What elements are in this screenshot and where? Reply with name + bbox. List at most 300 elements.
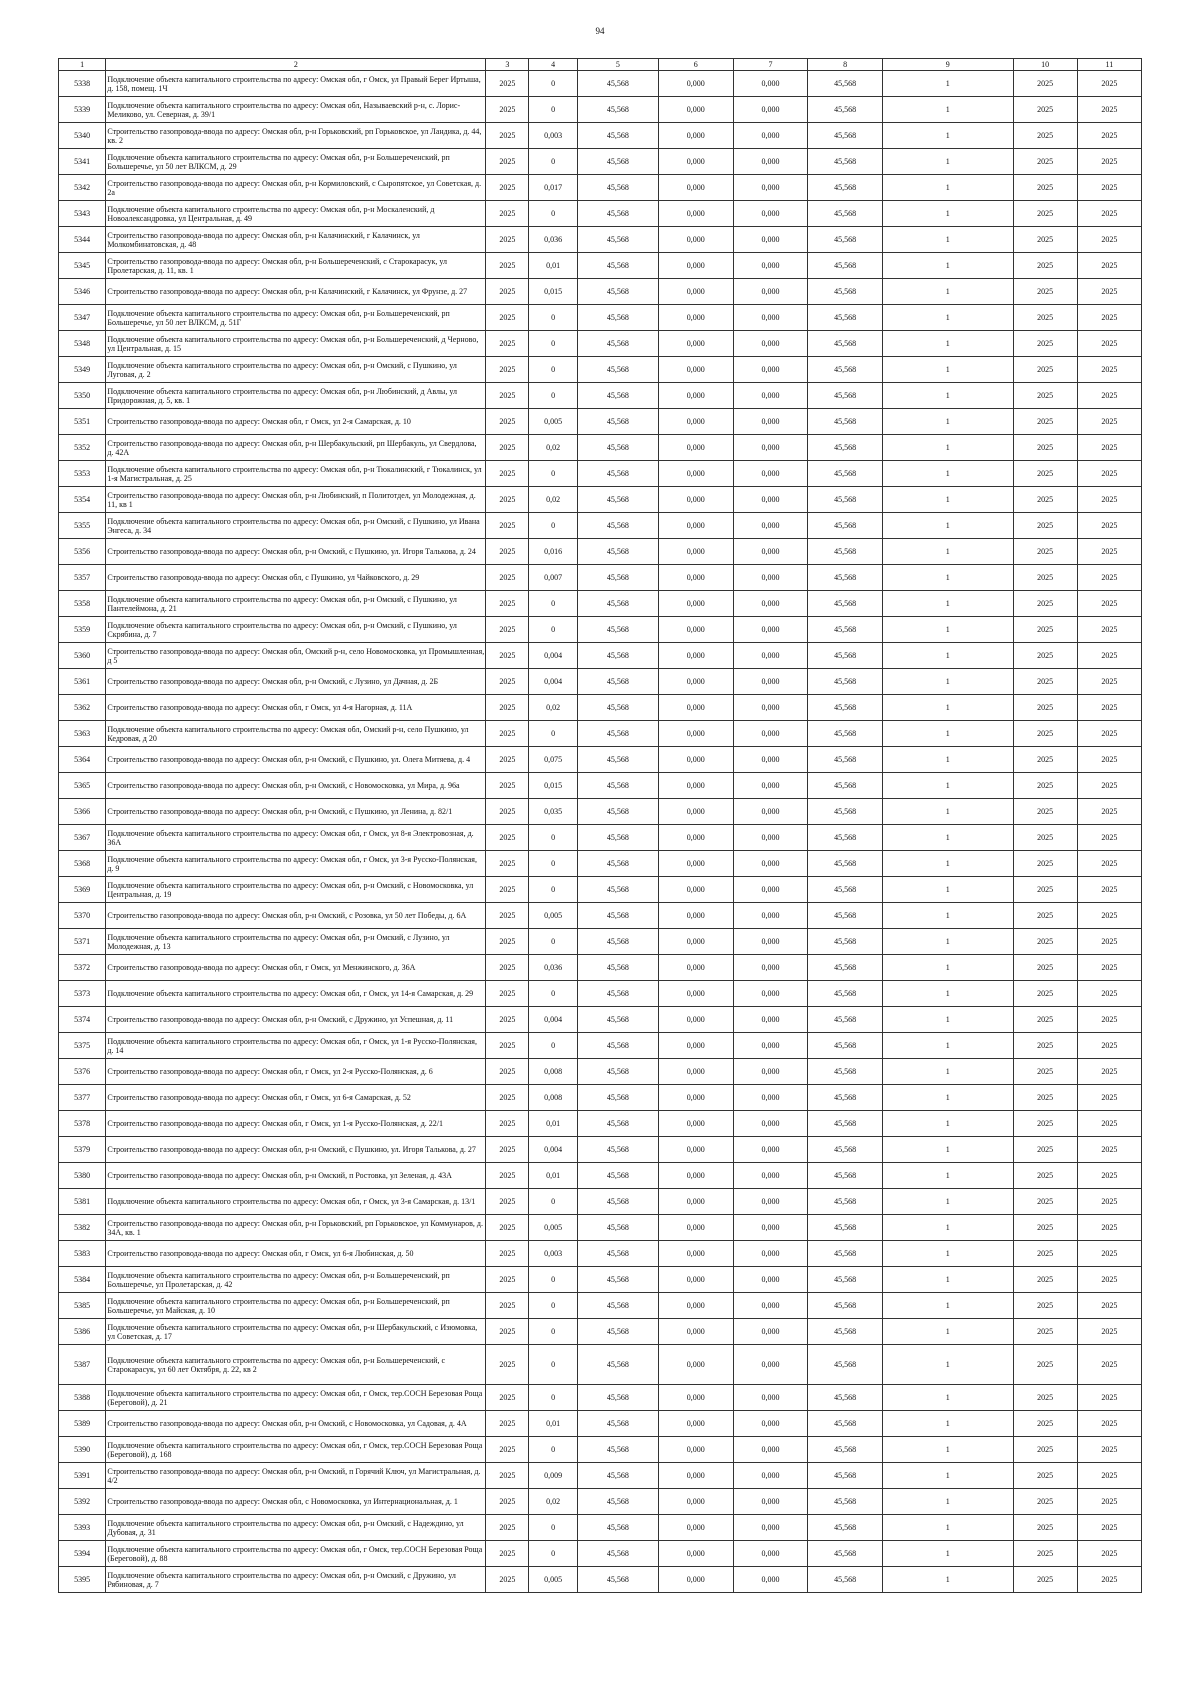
value-cell: 45,568	[577, 513, 658, 539]
year-cell: 2025	[486, 331, 529, 357]
table-row	[59, 175, 1142, 201]
length-cell: 0	[529, 1293, 577, 1319]
total-cell: 45,568	[808, 253, 883, 279]
row-number-cell: 5386	[59, 1319, 106, 1345]
total-cell: 45,568	[808, 643, 883, 669]
value-cell: 0,000	[658, 1241, 733, 1267]
count-cell: 1	[883, 435, 1014, 461]
value-cell: 45,568	[577, 1241, 658, 1267]
end-year-cell: 2025	[1077, 1267, 1141, 1293]
object-description-cell: Строительство газопровода-ввода по адресу: Омская обл, р-н Шербакульский, рп Шербакуль, ул Свердлова, д. 42А	[106, 435, 486, 461]
table-row	[59, 1111, 1142, 1137]
start-year-cell: 2025	[1013, 383, 1077, 409]
year-cell: 2025	[486, 175, 529, 201]
year-cell: 2025	[486, 1189, 529, 1215]
total-cell: 45,568	[808, 1163, 883, 1189]
row-number-cell: 5374	[59, 1007, 106, 1033]
total-cell: 45,568	[808, 1059, 883, 1085]
count-cell: 1	[883, 1163, 1014, 1189]
length-cell: 0,005	[529, 409, 577, 435]
object-description-cell: Подключение объекта капитального строительства по адресу: Омская обл, р-н Омский, с Пушкино, ул Ивана Энгеса, д. 34	[106, 513, 486, 539]
length-cell: 0,036	[529, 227, 577, 253]
length-cell: 0	[529, 1541, 577, 1567]
value-cell: 0,000	[658, 461, 733, 487]
total-cell: 45,568	[808, 331, 883, 357]
count-cell: 1	[883, 201, 1014, 227]
value-cell: 0,000	[658, 71, 733, 97]
end-year-cell: 2025	[1077, 565, 1141, 591]
count-cell: 1	[883, 227, 1014, 253]
start-year-cell: 2025	[1013, 877, 1077, 903]
row-number-cell: 5342	[59, 175, 106, 201]
value-cell: 45,568	[577, 799, 658, 825]
year-cell: 2025	[486, 487, 529, 513]
total-cell: 45,568	[808, 1293, 883, 1319]
value-cell: 0,000	[658, 1345, 733, 1385]
year-cell: 2025	[486, 1515, 529, 1541]
value-cell: 45,568	[577, 591, 658, 617]
table-row	[59, 1163, 1142, 1189]
start-year-cell: 2025	[1013, 565, 1077, 591]
column-header: 6	[658, 59, 733, 71]
end-year-cell: 2025	[1077, 1007, 1141, 1033]
end-year-cell: 2025	[1077, 1411, 1141, 1437]
end-year-cell: 2025	[1077, 1515, 1141, 1541]
row-number-cell: 5362	[59, 695, 106, 721]
total-cell: 45,568	[808, 1385, 883, 1411]
row-number-cell: 5359	[59, 617, 106, 643]
value-cell: 0,000	[658, 1059, 733, 1085]
length-cell: 0	[529, 71, 577, 97]
count-cell: 1	[883, 773, 1014, 799]
count-cell: 1	[883, 1267, 1014, 1293]
start-year-cell: 2025	[1013, 1007, 1077, 1033]
end-year-cell: 2025	[1077, 929, 1141, 955]
value-cell: 45,568	[577, 409, 658, 435]
row-number-cell: 5351	[59, 409, 106, 435]
object-description-cell: Подключение объекта капитального строительства по адресу: Омская обл, р-н Большереченский, д Черново, ул Центральная, д. 15	[106, 331, 486, 357]
year-cell: 2025	[486, 1267, 529, 1293]
row-number-cell: 5364	[59, 747, 106, 773]
value-cell: 45,568	[577, 1515, 658, 1541]
start-year-cell: 2025	[1013, 1033, 1077, 1059]
start-year-cell: 2025	[1013, 305, 1077, 331]
start-year-cell: 2025	[1013, 955, 1077, 981]
year-cell: 2025	[486, 1385, 529, 1411]
total-cell: 45,568	[808, 825, 883, 851]
value-cell: 0,000	[658, 877, 733, 903]
end-year-cell: 2025	[1077, 747, 1141, 773]
value-cell: 0,000	[733, 825, 808, 851]
start-year-cell: 2025	[1013, 903, 1077, 929]
start-year-cell: 2025	[1013, 461, 1077, 487]
column-header: 7	[733, 59, 808, 71]
year-cell: 2025	[486, 409, 529, 435]
table-row	[59, 981, 1142, 1007]
value-cell: 0,000	[733, 929, 808, 955]
value-cell: 0,000	[658, 1007, 733, 1033]
value-cell: 45,568	[577, 123, 658, 149]
count-cell: 1	[883, 461, 1014, 487]
object-description-cell: Строительство газопровода-ввода по адресу: Омская обл, р-н Любинский, п Политотдел, ул Молодежная, д. 11, кв 1	[106, 487, 486, 513]
value-cell: 45,568	[577, 71, 658, 97]
table-row	[59, 487, 1142, 513]
length-cell: 0,02	[529, 435, 577, 461]
value-cell: 0,000	[733, 617, 808, 643]
row-number-cell: 5384	[59, 1267, 106, 1293]
value-cell: 45,568	[577, 305, 658, 331]
value-cell: 0,000	[733, 513, 808, 539]
year-cell: 2025	[486, 123, 529, 149]
start-year-cell: 2025	[1013, 201, 1077, 227]
start-year-cell: 2025	[1013, 97, 1077, 123]
value-cell: 0,000	[658, 1033, 733, 1059]
value-cell: 0,000	[658, 1293, 733, 1319]
object-description-cell: Строительство газопровода-ввода по адресу: Омская обл, р-н Омский, с Новомосковка, ул Садовая, д. 4А	[106, 1411, 486, 1437]
table-row	[59, 305, 1142, 331]
value-cell: 0,000	[658, 1319, 733, 1345]
start-year-cell: 2025	[1013, 1267, 1077, 1293]
value-cell: 45,568	[577, 1033, 658, 1059]
value-cell: 0,000	[733, 1411, 808, 1437]
value-cell: 0,000	[733, 227, 808, 253]
total-cell: 45,568	[808, 981, 883, 1007]
end-year-cell: 2025	[1077, 825, 1141, 851]
object-description-cell: Подключение объекта капитального строительства по адресу: Омская обл, Омский р-н, село Пушкино, ул Кедровая, д 20	[106, 721, 486, 747]
value-cell: 0,000	[733, 591, 808, 617]
start-year-cell: 2025	[1013, 1463, 1077, 1489]
count-cell: 1	[883, 1007, 1014, 1033]
object-description-cell: Подключение объекта капитального строительства по адресу: Омская обл, р-н Большереченский, рп Большеречье, ул 50 лет ВЛКСМ, д. 29	[106, 149, 486, 175]
table-row	[59, 513, 1142, 539]
end-year-cell: 2025	[1077, 1189, 1141, 1215]
value-cell: 45,568	[577, 331, 658, 357]
year-cell: 2025	[486, 539, 529, 565]
object-description-cell: Строительство газопровода-ввода по адресу: Омская обл, с Пушкино, ул Чайковского, д. 29	[106, 565, 486, 591]
count-cell: 1	[883, 955, 1014, 981]
table-row	[59, 227, 1142, 253]
object-description-cell: Строительство газопровода-ввода по адресу: Омская обл, р-н Калачинский, г Калачинск, ул Молкомбинатовская, д. 48	[106, 227, 486, 253]
start-year-cell: 2025	[1013, 643, 1077, 669]
year-cell: 2025	[486, 799, 529, 825]
value-cell: 0,000	[733, 1515, 808, 1541]
column-number-row	[59, 59, 1142, 71]
value-cell: 0,000	[658, 773, 733, 799]
length-cell: 0	[529, 1189, 577, 1215]
object-description-cell: Строительство газопровода-ввода по адресу: Омская обл, р-н Калачинский, г Калачинск, ул Фрунзе, д. 27	[106, 279, 486, 305]
length-cell: 0	[529, 851, 577, 877]
length-cell: 0	[529, 305, 577, 331]
value-cell: 0,000	[658, 1189, 733, 1215]
value-cell: 0,000	[658, 851, 733, 877]
value-cell: 0,000	[733, 487, 808, 513]
total-cell: 45,568	[808, 565, 883, 591]
end-year-cell: 2025	[1077, 539, 1141, 565]
count-cell: 1	[883, 1411, 1014, 1437]
value-cell: 0,000	[658, 175, 733, 201]
table-row	[59, 1515, 1142, 1541]
end-year-cell: 2025	[1077, 591, 1141, 617]
total-cell: 45,568	[808, 1345, 883, 1385]
count-cell: 1	[883, 1463, 1014, 1489]
object-description-cell: Строительство газопровода-ввода по адресу: Омская обл, Омский р-н, село Новомосковка, ул Промышленная, д 5	[106, 643, 486, 669]
object-description-cell: Подключение объекта капитального строительства по адресу: Омская обл, г Омск, тер.СОСН Березовая Роща (Береговой), д. 21	[106, 1385, 486, 1411]
value-cell: 0,000	[658, 357, 733, 383]
total-cell: 45,568	[808, 123, 883, 149]
year-cell: 2025	[486, 435, 529, 461]
table-row	[59, 1567, 1142, 1593]
row-number-cell: 5343	[59, 201, 106, 227]
total-cell: 45,568	[808, 1007, 883, 1033]
column-header: 11	[1077, 59, 1141, 71]
object-description-cell: Строительство газопровода-ввода по адресу: Омская обл, г Омск, ул 2-я Русско-Полянская, д. 6	[106, 1059, 486, 1085]
table-row	[59, 253, 1142, 279]
value-cell: 45,568	[577, 175, 658, 201]
count-cell: 1	[883, 643, 1014, 669]
row-number-cell: 5377	[59, 1085, 106, 1111]
start-year-cell: 2025	[1013, 1163, 1077, 1189]
start-year-cell: 2025	[1013, 617, 1077, 643]
length-cell: 0,004	[529, 643, 577, 669]
length-cell: 0	[529, 383, 577, 409]
total-cell: 45,568	[808, 617, 883, 643]
value-cell: 0,000	[733, 695, 808, 721]
value-cell: 0,000	[733, 1137, 808, 1163]
count-cell: 1	[883, 1541, 1014, 1567]
year-cell: 2025	[486, 305, 529, 331]
object-description-cell: Подключение объекта капитального строительства по адресу: Омская обл, р-н Большереченский, рп Большеречье, ул 50 лет ВЛКСМ, д. 51Г	[106, 305, 486, 331]
table-row	[59, 1489, 1142, 1515]
end-year-cell: 2025	[1077, 435, 1141, 461]
table-row	[59, 669, 1142, 695]
table-row	[59, 591, 1142, 617]
length-cell: 0,01	[529, 1163, 577, 1189]
row-number-cell: 5367	[59, 825, 106, 851]
register-table	[58, 58, 1142, 1593]
start-year-cell: 2025	[1013, 123, 1077, 149]
object-description-cell: Строительство газопровода-ввода по адресу: Омская обл, р-н Омский, с Лузино, ул Дачная, д. 2Б	[106, 669, 486, 695]
value-cell: 0,000	[733, 383, 808, 409]
length-cell: 0	[529, 331, 577, 357]
year-cell: 2025	[486, 773, 529, 799]
row-number-cell: 5352	[59, 435, 106, 461]
value-cell: 45,568	[577, 97, 658, 123]
object-description-cell: Строительство газопровода-ввода по адресу: Омская обл, р-н Омский, с Дружино, ул Успешная, д. 11	[106, 1007, 486, 1033]
end-year-cell: 2025	[1077, 1215, 1141, 1241]
total-cell: 45,568	[808, 201, 883, 227]
length-cell: 0	[529, 591, 577, 617]
year-cell: 2025	[486, 1215, 529, 1241]
start-year-cell: 2025	[1013, 981, 1077, 1007]
object-description-cell: Подключение объекта капитального строительства по адресу: Омская обл, р-н Омский, с Дружино, ул Рябиновая, д. 7	[106, 1567, 486, 1593]
end-year-cell: 2025	[1077, 1385, 1141, 1411]
column-header: 9	[883, 59, 1014, 71]
object-description-cell: Подключение объекта капитального строительства по адресу: Омская обл, р-н Омский, с Пушкино, ул Пантелеймона, д. 21	[106, 591, 486, 617]
value-cell: 0,000	[733, 1033, 808, 1059]
total-cell: 45,568	[808, 1319, 883, 1345]
value-cell: 0,000	[658, 1215, 733, 1241]
length-cell: 0,01	[529, 1111, 577, 1137]
value-cell: 45,568	[577, 1411, 658, 1437]
value-cell: 0,000	[658, 1137, 733, 1163]
column-header: 4	[529, 59, 577, 71]
count-cell: 1	[883, 175, 1014, 201]
count-cell: 1	[883, 1189, 1014, 1215]
length-cell: 0	[529, 1515, 577, 1541]
year-cell: 2025	[486, 1345, 529, 1385]
total-cell: 45,568	[808, 591, 883, 617]
value-cell: 0,000	[658, 929, 733, 955]
count-cell: 1	[883, 409, 1014, 435]
object-description-cell: Подключение объекта капитального строительства по адресу: Омская обл, р-н Омский, с Новомосковка, ул Центральная, д. 19	[106, 877, 486, 903]
row-number-cell: 5373	[59, 981, 106, 1007]
row-number-cell: 5385	[59, 1293, 106, 1319]
end-year-cell: 2025	[1077, 955, 1141, 981]
page-number: 94	[595, 26, 605, 36]
length-cell: 0,036	[529, 955, 577, 981]
start-year-cell: 2025	[1013, 279, 1077, 305]
column-header: 2	[106, 59, 486, 71]
end-year-cell: 2025	[1077, 877, 1141, 903]
row-number-cell: 5366	[59, 799, 106, 825]
object-description-cell: Подключение объекта капитального строительства по адресу: Омская обл, г Омск, ул 14-я Самарская, д. 29	[106, 981, 486, 1007]
length-cell: 0	[529, 617, 577, 643]
value-cell: 45,568	[577, 201, 658, 227]
row-number-cell: 5339	[59, 97, 106, 123]
end-year-cell: 2025	[1077, 97, 1141, 123]
value-cell: 0,000	[658, 123, 733, 149]
value-cell: 45,568	[577, 773, 658, 799]
year-cell: 2025	[486, 1437, 529, 1463]
value-cell: 45,568	[577, 825, 658, 851]
count-cell: 1	[883, 253, 1014, 279]
length-cell: 0,004	[529, 669, 577, 695]
value-cell: 45,568	[577, 1385, 658, 1411]
value-cell: 0,000	[733, 773, 808, 799]
end-year-cell: 2025	[1077, 643, 1141, 669]
end-year-cell: 2025	[1077, 123, 1141, 149]
object-description-cell: Подключение объекта капитального строительства по адресу: Омская обл, г Омск, ул Правый Берег Иртыша, д. 158, помещ. 1Ч	[106, 71, 486, 97]
value-cell: 0,000	[733, 357, 808, 383]
object-description-cell: Строительство газопровода-ввода по адресу: Омская обл, р-н Омский, п Ростовка, ул Зеленая, д. 43А	[106, 1163, 486, 1189]
column-header: 1	[59, 59, 106, 71]
year-cell: 2025	[486, 149, 529, 175]
table-row	[59, 461, 1142, 487]
row-number-cell: 5372	[59, 955, 106, 981]
start-year-cell: 2025	[1013, 591, 1077, 617]
row-number-cell: 5354	[59, 487, 106, 513]
value-cell: 0,000	[733, 253, 808, 279]
table-row	[59, 97, 1142, 123]
count-cell: 1	[883, 1137, 1014, 1163]
start-year-cell: 2025	[1013, 435, 1077, 461]
value-cell: 0,000	[658, 1111, 733, 1137]
value-cell: 45,568	[577, 1567, 658, 1593]
end-year-cell: 2025	[1077, 513, 1141, 539]
value-cell: 0,000	[658, 279, 733, 305]
end-year-cell: 2025	[1077, 487, 1141, 513]
length-cell: 0	[529, 981, 577, 1007]
object-description-cell: Подключение объекта капитального строительства по адресу: Омская обл, г Омск, ул 1-я Русско-Полянская, д. 14	[106, 1033, 486, 1059]
count-cell: 1	[883, 1215, 1014, 1241]
total-cell: 45,568	[808, 1463, 883, 1489]
object-description-cell: Подключение объекта капитального строительства по адресу: Омская обл, р-н Москаленский, д Новоалександровка, ул Центральная, д. 49	[106, 201, 486, 227]
table-row	[59, 1033, 1142, 1059]
end-year-cell: 2025	[1077, 1085, 1141, 1111]
value-cell: 0,000	[733, 1111, 808, 1137]
table-row	[59, 1437, 1142, 1463]
year-cell: 2025	[486, 227, 529, 253]
object-description-cell: Строительство газопровода-ввода по адресу: Омская обл, с Новомосковка, ул Интернациональная, д. 1	[106, 1489, 486, 1515]
object-description-cell: Строительство газопровода-ввода по адресу: Омская обл, г Омск, ул Менжинского, д. 36А	[106, 955, 486, 981]
object-description-cell: Подключение объекта капитального строительства по адресу: Омская обл, р-н Тюкалинский, г Тюкалинск, ул 1-я Магистральная, д. 25	[106, 461, 486, 487]
total-cell: 45,568	[808, 97, 883, 123]
row-number-cell: 5355	[59, 513, 106, 539]
value-cell: 0,000	[658, 591, 733, 617]
value-cell: 0,000	[658, 643, 733, 669]
total-cell: 45,568	[808, 305, 883, 331]
value-cell: 0,000	[733, 669, 808, 695]
value-cell: 0,000	[733, 1085, 808, 1111]
start-year-cell: 2025	[1013, 1293, 1077, 1319]
start-year-cell: 2025	[1013, 1345, 1077, 1385]
row-number-cell: 5378	[59, 1111, 106, 1137]
year-cell: 2025	[486, 1463, 529, 1489]
value-cell: 0,000	[733, 175, 808, 201]
start-year-cell: 2025	[1013, 1085, 1077, 1111]
start-year-cell: 2025	[1013, 1515, 1077, 1541]
column-header: 3	[486, 59, 529, 71]
row-number-cell: 5347	[59, 305, 106, 331]
value-cell: 45,568	[577, 1215, 658, 1241]
value-cell: 0,000	[658, 747, 733, 773]
total-cell: 45,568	[808, 747, 883, 773]
column-header: 5	[577, 59, 658, 71]
end-year-cell: 2025	[1077, 461, 1141, 487]
end-year-cell: 2025	[1077, 1541, 1141, 1567]
object-description-cell: Строительство газопровода-ввода по адресу: Омская обл, р-н Омский, с Новомосковка, ул Мира, д. 96а	[106, 773, 486, 799]
object-description-cell: Строительство газопровода-ввода по адресу: Омская обл, р-н Горьковский, рп Горьковское, ул Ландика, д. 44, кв. 2	[106, 123, 486, 149]
table-body	[59, 59, 1142, 1593]
total-cell: 45,568	[808, 955, 883, 981]
value-cell: 0,000	[733, 97, 808, 123]
value-cell: 0,000	[658, 383, 733, 409]
start-year-cell: 2025	[1013, 513, 1077, 539]
year-cell: 2025	[486, 1293, 529, 1319]
start-year-cell: 2025	[1013, 747, 1077, 773]
value-cell: 0,000	[658, 721, 733, 747]
total-cell: 45,568	[808, 1085, 883, 1111]
end-year-cell: 2025	[1077, 1241, 1141, 1267]
year-cell: 2025	[486, 695, 529, 721]
length-cell: 0,01	[529, 1411, 577, 1437]
count-cell: 1	[883, 71, 1014, 97]
total-cell: 45,568	[808, 71, 883, 97]
total-cell: 45,568	[808, 1215, 883, 1241]
value-cell: 0,000	[733, 1163, 808, 1189]
length-cell: 0,005	[529, 903, 577, 929]
value-cell: 45,568	[577, 279, 658, 305]
value-cell: 45,568	[577, 981, 658, 1007]
end-year-cell: 2025	[1077, 721, 1141, 747]
object-description-cell: Подключение объекта капитального строительства по адресу: Омская обл, р-н Омский, с Пушкино, ул Луговая, д. 2	[106, 357, 486, 383]
object-description-cell: Подключение объекта капитального строительства по адресу: Омская обл, р-н Большереченский, с Старокарасук, ул 60 лет Октября, д. 22, кв 2	[106, 1345, 486, 1385]
end-year-cell: 2025	[1077, 695, 1141, 721]
value-cell: 0,000	[658, 1463, 733, 1489]
year-cell: 2025	[486, 825, 529, 851]
value-cell: 0,000	[658, 1385, 733, 1411]
table-row	[59, 1215, 1142, 1241]
